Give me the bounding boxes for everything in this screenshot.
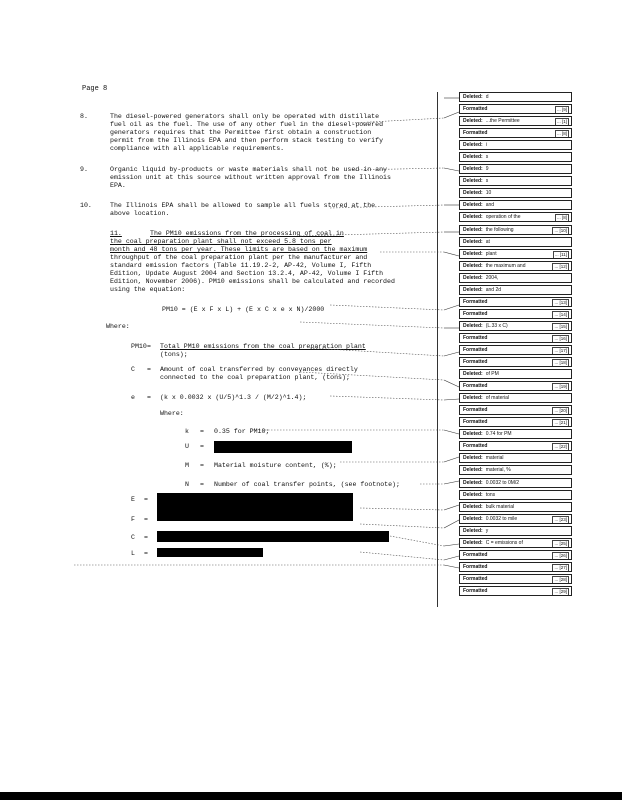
- balloon-kind: Formatted: [463, 587, 488, 594]
- balloon-text: ...the Permittee: [485, 118, 520, 125]
- balloon-kind: Deleted:: [463, 226, 483, 233]
- balloon-text: C = emissions of: [485, 539, 523, 546]
- balloon-ref-link[interactable]: ... [11]: [554, 251, 567, 257]
- balloon-text: 2004,: [485, 274, 499, 281]
- item-text-line: emission unit at this source without written approval from the Illinois: [110, 174, 391, 181]
- item-text-line: generators requires that the Permittee first obtain a construction: [110, 129, 372, 136]
- item-text-line: Organic liquid by-products or waste materials shall not be used in any: [110, 166, 387, 173]
- balloon-kind: Formatted: [463, 359, 488, 366]
- balloon-text: d: [485, 94, 489, 100]
- markup-balloon[interactable]: [459, 128, 572, 138]
- balloon-kind: Deleted:: [463, 262, 483, 269]
- markup-balloon[interactable]: [459, 586, 572, 596]
- balloon-text: of PM: [485, 371, 499, 378]
- markup-balloon[interactable]: [459, 417, 572, 427]
- balloon-ref-link[interactable]: ... [1]: [556, 119, 567, 125]
- item-text-line: fuel oil as the fuel. The use of any other fuel in the diesel-powered: [110, 121, 384, 128]
- markup-balloon[interactable]: [459, 140, 572, 150]
- subdefinition-symbol: M: [185, 462, 189, 469]
- markup-balloon[interactable]: [459, 237, 572, 247]
- balloon-ref-link[interactable]: ... [17]: [554, 348, 567, 353]
- markup-balloon[interactable]: [459, 261, 572, 271]
- redacted-equals: =: [144, 534, 148, 541]
- balloon-ref-link[interactable]: ... [18]: [554, 360, 567, 366]
- balloon-kind: Deleted:: [463, 250, 483, 257]
- definition-equals: =: [147, 343, 151, 350]
- balloon-ref-link[interactable]: ... [12]: [554, 263, 567, 269]
- item-text-line: permit from the Illinois EPA and then perform stack testing to verify: [110, 137, 384, 144]
- where-label: Where:: [106, 323, 130, 330]
- markup-balloon[interactable]: [459, 405, 572, 415]
- definition-text: connected to the coal preparation plant, (tons);: [160, 374, 350, 381]
- markup-balloon[interactable]: [459, 297, 572, 307]
- item-text-line: using the equation:: [110, 286, 186, 293]
- markup-balloon[interactable]: [459, 465, 572, 475]
- markup-balloon[interactable]: [459, 381, 572, 391]
- markup-balloon[interactable]: [459, 333, 572, 343]
- item-text-line: The PM10 emissions from the processing of coal in: [150, 230, 344, 237]
- balloon-kind: Deleted:: [463, 479, 483, 486]
- balloon-kind: Formatted: [463, 407, 488, 414]
- subdefinition-text: 0.35 for PM10;: [214, 428, 270, 435]
- subdefinition-equals: =: [200, 462, 204, 469]
- balloon-ref-link[interactable]: ... [21]: [554, 420, 567, 426]
- balloon-text: (L.33 x C): [485, 322, 508, 329]
- balloon-kind: Deleted:: [463, 166, 483, 173]
- where-label: Where:: [160, 410, 184, 417]
- balloon-text: 10: [485, 190, 492, 197]
- markup-balloon[interactable]: [459, 285, 572, 295]
- subdefinition-symbol: N: [185, 481, 189, 488]
- subdefinition-symbol: U: [185, 443, 189, 450]
- markup-balloon[interactable]: [459, 200, 572, 210]
- balloon-kind: Formatted: [463, 334, 488, 341]
- balloon-text: s: [485, 178, 489, 185]
- redacted-symbol: C: [131, 534, 135, 541]
- markup-balloon-panel: [459, 92, 572, 598]
- balloon-ref-link[interactable]: ... [25]: [554, 540, 567, 546]
- definition-symbol: PM10: [131, 343, 147, 350]
- balloon-text: 0.0032 to 0M/2: [485, 479, 520, 486]
- markup-balloon[interactable]: [459, 225, 572, 235]
- balloon-ref-link[interactable]: ... [9]: [556, 107, 567, 113]
- balloon-kind: Deleted:: [463, 395, 483, 402]
- balloon-text: at: [485, 238, 490, 245]
- item-text-line: The diesel-powered generators shall only be operated with distillate: [110, 113, 380, 120]
- markup-balloon[interactable]: [459, 152, 572, 162]
- redacted-equals: =: [144, 550, 148, 557]
- balloon-kind: Deleted:: [463, 94, 483, 100]
- subdefinition-equals: =: [200, 428, 204, 435]
- balloon-kind: Deleted:: [463, 190, 483, 197]
- markup-balloon[interactable]: [459, 538, 572, 548]
- balloon-text: of material: [485, 395, 510, 402]
- balloon-kind: Formatted: [463, 130, 488, 137]
- balloon-text: operation of the: [485, 214, 521, 221]
- balloon-kind: Deleted:: [463, 154, 483, 161]
- markup-balloon[interactable]: [459, 345, 572, 355]
- definition-text: (k x 0.0032 x (U/5)^1.3 / (M/2)^1.4);: [160, 394, 307, 401]
- markup-balloon[interactable]: [459, 478, 572, 488]
- redacted-symbol: L: [131, 550, 135, 557]
- balloon-kind: Formatted: [463, 443, 488, 450]
- balloon-kind: Formatted: [463, 563, 488, 570]
- item-text-line: above location.: [110, 210, 170, 217]
- markup-balloon[interactable]: [459, 514, 572, 524]
- item-number: 9.: [80, 166, 88, 173]
- balloon-ref-link[interactable]: ... [13]: [554, 299, 567, 305]
- balloon-kind: Deleted:: [463, 238, 483, 245]
- markup-balloon[interactable]: [459, 321, 572, 331]
- balloon-kind: Formatted: [463, 383, 488, 390]
- balloon-kind: Deleted:: [463, 431, 483, 438]
- balloon-text: 9: [485, 166, 489, 173]
- balloon-kind: Formatted: [463, 347, 488, 353]
- balloon-ref-link[interactable]: ... [8]: [556, 131, 567, 137]
- balloon-kind: Deleted:: [463, 491, 483, 498]
- balloon-ref-link[interactable]: ... [8]: [556, 215, 567, 221]
- subdefinition-text: Number of coal transfer points, (see footnote);: [214, 481, 400, 488]
- balloon-ref-link[interactable]: ... [14]: [554, 311, 567, 317]
- markup-balloon[interactable]: [459, 309, 572, 319]
- balloon-kind: Formatted: [463, 575, 488, 582]
- balloon-ref-link[interactable]: ... [28]: [554, 576, 567, 582]
- balloon-text: and: [485, 202, 495, 209]
- balloon-kind: Formatted: [463, 551, 488, 558]
- balloon-kind: Deleted:: [463, 515, 483, 522]
- markup-balloon[interactable]: [459, 369, 572, 379]
- item-text-line: Edition, November 2006). PM10 emissions shall be calculated and recorded: [110, 278, 395, 285]
- markup-balloon[interactable]: [459, 429, 572, 439]
- redacted-symbol: F: [131, 516, 135, 523]
- item-text-line: throughput of the coal preparation plant per the manufacturer and: [110, 254, 368, 261]
- balloon-kind: Formatted: [463, 419, 488, 426]
- markup-balloon[interactable]: [459, 574, 572, 584]
- item-text-line: month and 48 tons per year. These limits are based on the maximum: [110, 246, 368, 253]
- definition-equals: =: [147, 366, 151, 373]
- item-number: 10.: [80, 202, 92, 209]
- subdefinition-equals: =: [200, 443, 204, 450]
- balloon-kind: Formatted: [463, 310, 488, 317]
- markup-balloon[interactable]: [459, 212, 572, 222]
- markup-balloon[interactable]: [459, 490, 572, 500]
- subdefinition-text: Material moisture content, (%);: [214, 462, 337, 469]
- definition-equals: =: [147, 394, 151, 401]
- redacted-symbol: E: [131, 496, 135, 503]
- balloon-ref-link[interactable]: ... [19]: [554, 384, 567, 390]
- balloon-text: the maximum and: [485, 262, 526, 269]
- markup-balloon[interactable]: [459, 550, 572, 560]
- balloon-text: s: [485, 154, 489, 161]
- balloon-kind: Deleted:: [463, 202, 483, 209]
- balloon-text: y: [485, 527, 489, 534]
- definition-text: Total PM10 emissions from the coal preparation plant: [160, 343, 366, 350]
- balloon-kind: Deleted:: [463, 467, 483, 474]
- balloon-ref-link[interactable]: ... [20]: [554, 408, 567, 414]
- markup-balloon[interactable]: [459, 188, 572, 198]
- item-number: 8.: [80, 113, 88, 120]
- balloon-ref-link[interactable]: ... [22]: [554, 444, 567, 450]
- balloon-ref-link[interactable]: ... [15]: [554, 323, 567, 329]
- item-text-line: EPA.: [110, 182, 126, 189]
- emission-equation: PM10 = (E x F x L) + (E x C x e x N)/2000: [162, 306, 325, 313]
- balloon-kind: Deleted:: [463, 503, 483, 510]
- balloon-ref-link[interactable]: ... [27]: [554, 564, 567, 570]
- markup-balloon[interactable]: [459, 441, 572, 451]
- markup-balloon[interactable]: [459, 273, 572, 283]
- markup-balloon[interactable]: [459, 453, 572, 463]
- balloon-kind: Formatted: [463, 298, 488, 305]
- markup-balloon[interactable]: [459, 116, 572, 126]
- revision-margin-line: [437, 92, 438, 607]
- bottom-scan-edge: [0, 792, 622, 800]
- balloon-ref-link[interactable]: ... [29]: [554, 588, 567, 594]
- balloon-ref-link[interactable]: ... [10]: [554, 227, 567, 233]
- item-number: 11.: [110, 230, 122, 237]
- page-label: Page 8: [82, 85, 108, 93]
- balloon-text: plant: [485, 250, 497, 257]
- redacted-equals: =: [144, 496, 148, 503]
- balloon-text: 0.74 for PM: [485, 431, 512, 438]
- balloon-text: the following: [485, 226, 514, 233]
- definition-symbol: C: [131, 366, 135, 373]
- balloon-kind: Deleted:: [463, 118, 483, 125]
- balloon-kind: Deleted:: [463, 527, 483, 534]
- balloon-text: i: [485, 142, 487, 149]
- subdefinition-equals: =: [200, 481, 204, 488]
- definition-text: (tons);: [160, 351, 188, 358]
- balloon-kind: Deleted:: [463, 322, 483, 329]
- markup-balloon[interactable]: [459, 164, 572, 174]
- subdefinition-symbol: k: [185, 428, 189, 435]
- balloon-kind: Formatted: [463, 106, 488, 113]
- markup-balloon[interactable]: [459, 357, 572, 367]
- markup-balloon[interactable]: [459, 104, 572, 114]
- markup-balloon[interactable]: [459, 249, 572, 259]
- balloon-text: tons: [485, 491, 496, 498]
- balloon-kind: Deleted:: [463, 455, 483, 462]
- item-text-line: the coal preparation plant shall not exceed 5.8 tons per: [110, 238, 332, 245]
- markup-balloon[interactable]: [459, 176, 572, 186]
- balloon-ref-link[interactable]: ... [23]: [554, 516, 567, 522]
- definition-symbol: e: [131, 394, 135, 401]
- balloon-kind: Deleted:: [463, 178, 483, 185]
- balloon-text: 0.0032 to mile: [485, 515, 518, 522]
- balloon-text: and 2d: [485, 286, 502, 293]
- balloon-text: bulk material: [485, 503, 515, 510]
- balloon-ref-link[interactable]: ... [26]: [554, 552, 567, 558]
- balloon-kind: Deleted:: [463, 539, 483, 546]
- markup-balloon[interactable]: [459, 562, 572, 572]
- definition-text: Amount of coal transferred by conveyances directly: [160, 366, 358, 373]
- balloon-kind: Deleted:: [463, 274, 483, 281]
- balloon-kind: Deleted:: [463, 142, 483, 149]
- markup-balloon[interactable]: [459, 393, 572, 403]
- balloon-kind: Deleted:: [463, 286, 483, 293]
- balloon-kind: Deleted:: [463, 371, 483, 378]
- item-text-line: standard emission factors (Table 11.19.2-2, AP-42, Volume I, Fifth: [110, 262, 372, 269]
- balloon-ref-link[interactable]: ... [16]: [554, 335, 567, 341]
- balloon-kind: Deleted:: [463, 214, 483, 221]
- item-text-line: Edition, Update August 2004 and Section 13.2.4, AP-42, Volume I Fifth: [110, 270, 384, 277]
- markup-balloon[interactable]: [459, 526, 572, 536]
- markup-balloon[interactable]: [459, 502, 572, 512]
- balloon-text: material, %: [485, 467, 511, 474]
- markup-balloon[interactable]: [459, 92, 572, 102]
- item-text-line: compliance with all applicable requirements.: [110, 145, 285, 152]
- item-text-line: The Illinois EPA shall be allowed to sample all fuels stored at the: [110, 202, 376, 209]
- redacted-equals: =: [144, 516, 148, 523]
- balloon-text: material: [485, 455, 504, 462]
